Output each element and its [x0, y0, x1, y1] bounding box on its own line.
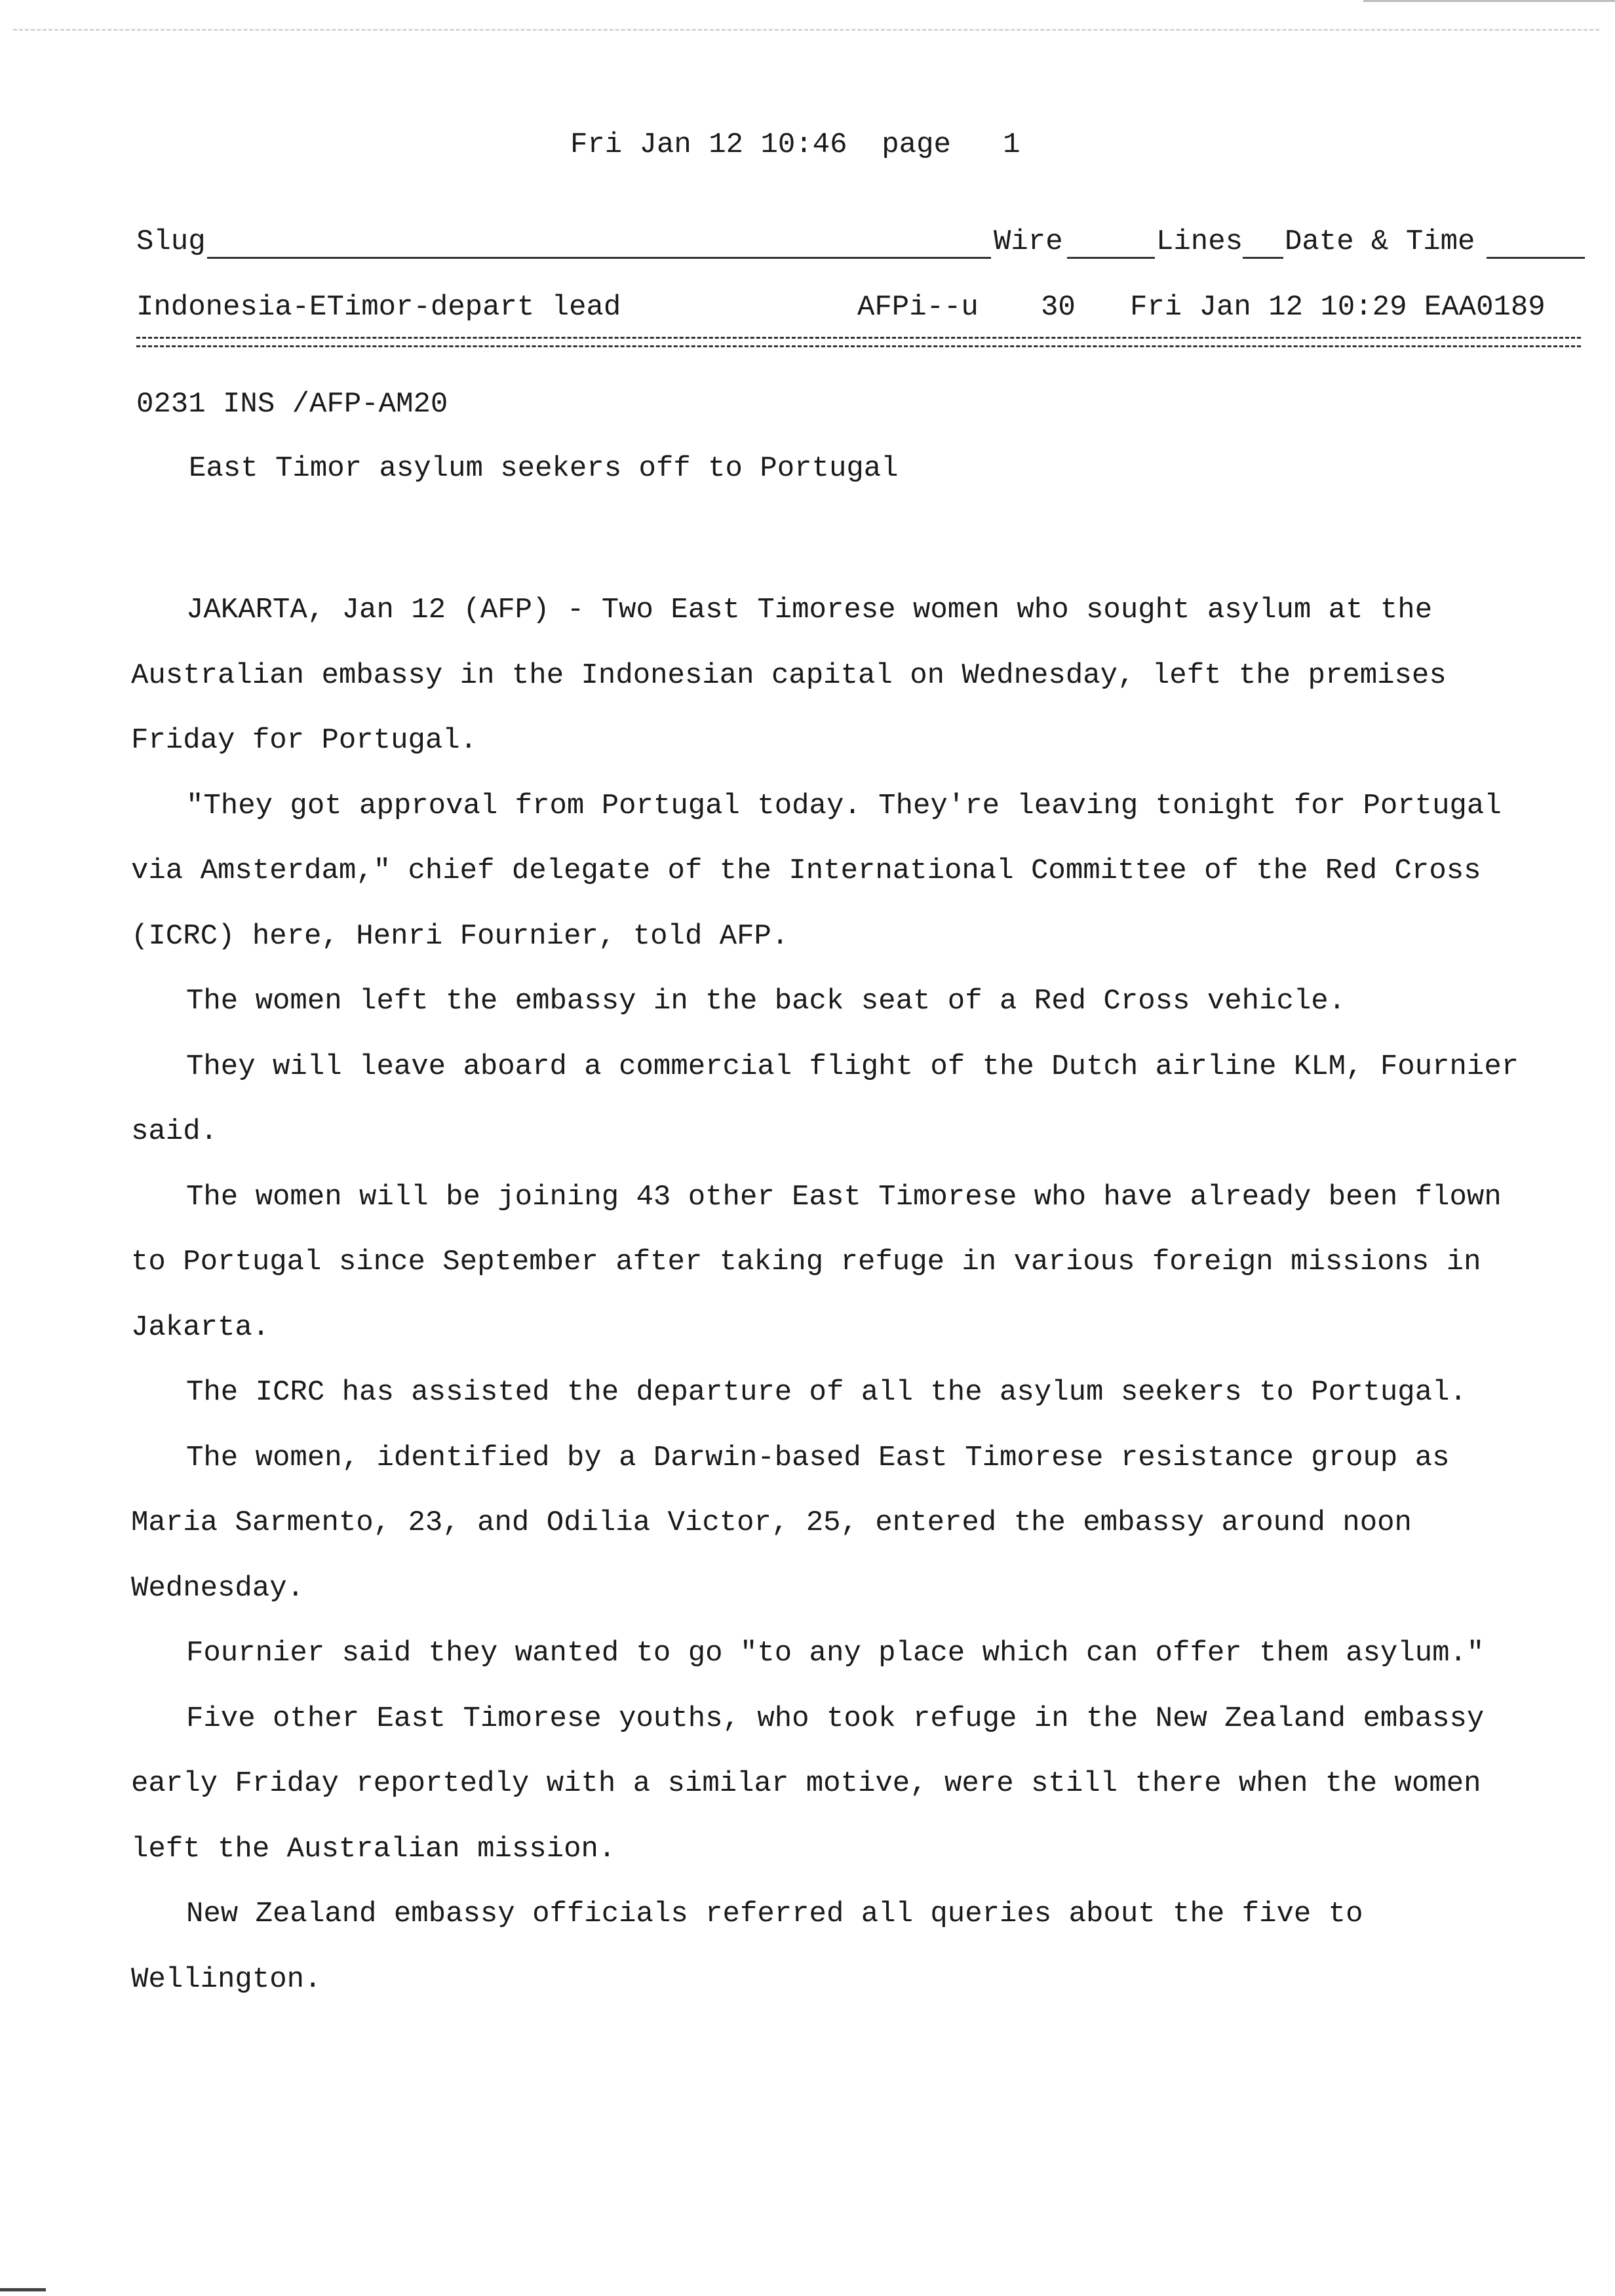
wire-value: AFPi--u [857, 291, 979, 324]
slug-table-header [136, 225, 1585, 265]
story-paragraph: The women, identified by a Darwin-based East Timorese resistance group as Maria Sarmento, 23, and Odilia Victor, 25, entered the embassy around noon Wednesday. [131, 1441, 1450, 1605]
print-header [570, 128, 1021, 161]
page-number: 1 [1003, 128, 1021, 161]
scan-artifact-top-right [1363, 0, 1615, 2]
separator-rule [136, 337, 1581, 347]
page-label: page [882, 128, 951, 161]
story-id: 0231 INS /AFP-AM20 [136, 388, 448, 421]
story-paragraph: JAKARTA, Jan 12 (AFP) - Two East Timorese women who sought asylum at the Australian embassy in the Indonesian capital on Wednesday, left the premises Friday for Portugal. [131, 594, 1447, 757]
slug-table-values [136, 291, 1585, 330]
wire-label: Wire [994, 225, 1063, 258]
story-body [131, 578, 1534, 2012]
story-headline: East Timor asylum seekers off to Portugal [189, 452, 899, 485]
story-paragraph: Five other East Timorese youths, who took refuge in the New Zealand embassy early Friday reportedly with a similar motive, were still there when the women left the Australian mission. [131, 1702, 1485, 1866]
scan-artifact-bottom-left [0, 2288, 46, 2291]
story-paragraph: The women will be joining 43 other East Timorese who have already been flown to Portugal since September after taking refuge in various foreign missions in Jakarta. [131, 1180, 1502, 1344]
story-paragraph: The ICRC has assisted the departure of all the asylum seekers to Portugal. [186, 1376, 1467, 1409]
date-time-value: Fri Jan 12 10:29 EAA0189 [1130, 291, 1546, 324]
story-paragraph: New Zealand embassy officials referred all queries about the five to Wellington. [131, 1898, 1363, 1996]
scan-artifact-top [13, 29, 1599, 31]
wire-underline [1067, 257, 1155, 259]
lines-underline [1243, 257, 1283, 259]
story-paragraph: They will leave aboard a commercial flight of the Dutch airline KLM, Fournier said. [131, 1050, 1519, 1148]
print-date-time: Fri Jan 12 10:46 [570, 128, 847, 161]
lines-label: Lines [1156, 225, 1243, 258]
lines-value: 30 [1041, 291, 1076, 324]
slug-underline [207, 257, 991, 259]
story-paragraph: The women left the embassy in the back seat of a Red Cross vehicle. [186, 985, 1346, 1018]
slug-label: Slug [136, 225, 206, 258]
date-time-underline [1487, 257, 1585, 259]
slug-value: Indonesia-ETimor-depart lead [136, 291, 621, 324]
story-paragraph: Fournier said they wanted to go "to any place which can offer them asylum." [186, 1637, 1485, 1670]
date-time-label: Date & Time [1285, 225, 1475, 258]
story-paragraph: "They got approval from Portugal today. They're leaving tonight for Portugal via Amsterdam," chief delegate of the International Committee of the Red Cross (ICRC) here, Henri Fournier, told AFP. [131, 789, 1502, 953]
